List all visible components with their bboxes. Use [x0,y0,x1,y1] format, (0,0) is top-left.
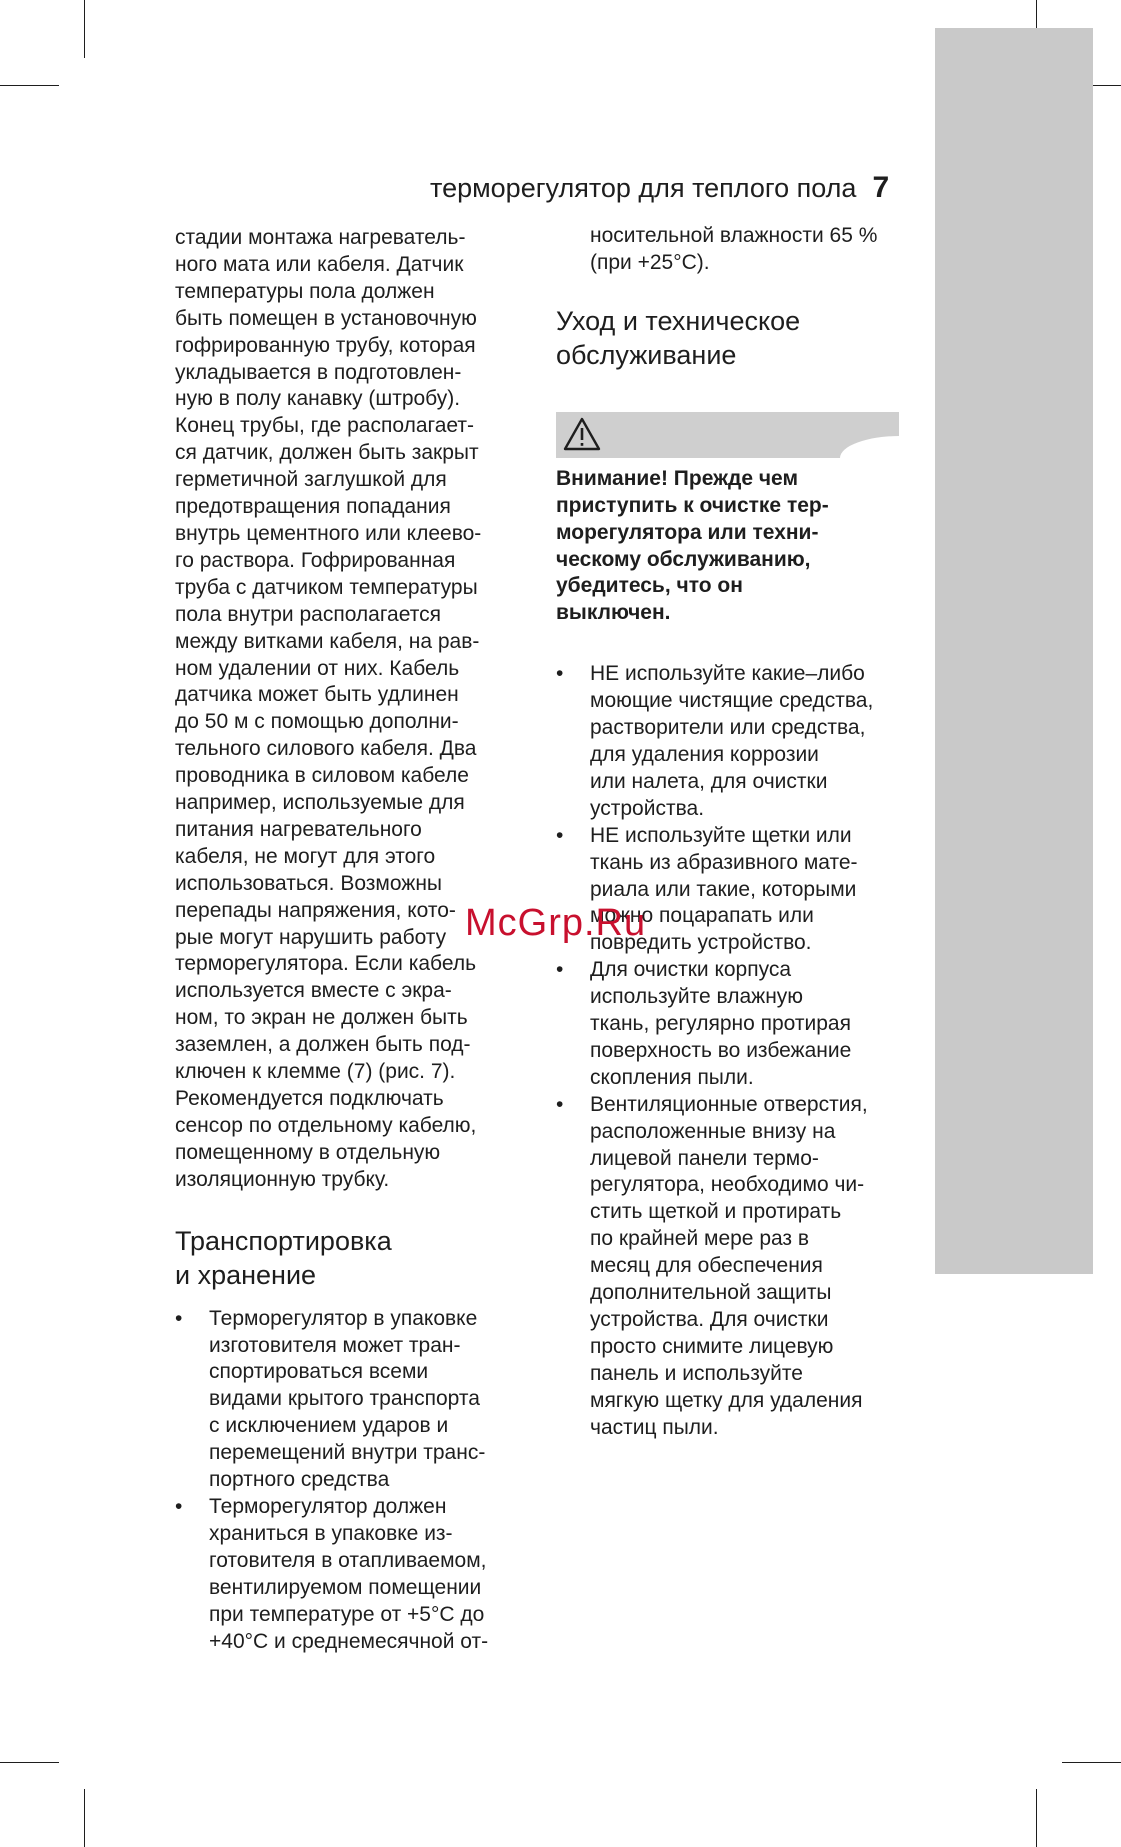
crop-mark [0,1762,59,1763]
warning-text: Внимание! Прежде чем приступить к очистке тер- морегулятора или техни- ческому обслуживанию, убедитесь, что он выключен. [556,466,829,625]
list-item-text: Вентиляционные отверстия, расположенные внизу на лицевой панели термо- регулятора, необходимо чи- стить щеткой и протирать по крайней мере раз в месяц для обеспечения дополнительной защиты устройства. Для очистки просто снимите лицевую панель и используйте мягкую щетку для удаления частиц пыли. [590,1092,868,1439]
bullet-icon: • [556,1092,564,1116]
list-item [175,1494,520,1655]
header-title: терморегулятор для теплого пола [430,173,857,203]
section-heading-transport: Транспортировка и хранение [175,1225,392,1290]
watermark: McGrp.Ru [465,902,647,944]
list-item-text: НЕ используйте щетки или ткань из абразивного мате- риала или такие, которыми можно поцарапать или повредить устройство. [590,823,858,955]
warning-bar [556,412,899,458]
crop-mark [1036,1789,1037,1847]
list-item [556,1092,901,1442]
section-heading-maintenance: Уход и техническое обслуживание [556,305,801,370]
bullet-list [175,1306,520,1656]
crop-mark [84,1789,85,1847]
bullet-list [556,661,901,1441]
list-item-text: НЕ используйте какие–либо моющие чистящие средства, растворители или средства, для удаления коррозии или налета, для очистки устройства. [590,662,874,820]
crop-mark [84,0,85,58]
warning-triangle-icon [562,416,602,452]
bullet-icon: • [556,958,564,982]
page-number: 7 [872,171,890,204]
right-column [556,223,901,1442]
list-item [175,1306,520,1494]
crop-mark [1062,1762,1121,1763]
bullet-icon: • [556,823,564,847]
page-header [430,170,910,206]
list-item-text: Терморегулятор должен храниться в упаковке из- готовителя в отапливаемом, вентилируемом помещении при температуре от +5°С до +40°С и среднемесячной от- [209,1494,489,1653]
bullet-icon: • [556,662,564,686]
list-item [556,957,901,1092]
list-item [556,661,901,822]
body-paragraph: стадии монтажа нагреватель- ного мата или кабеля. Датчик температуры пола должен быть помещен в установочную гофрированную трубу, которая укладывается в подготовлен- ную в полу канавку (штробу). Конец трубы, где располагает- ся датчик, должен быть закрыт герметичной заглушкой для предотвращения попадания внутрь цементного или клеево- го раствора. Гофрированная труба с датчиком температуры пола внутри располагается между витками кабеля, на рав- ном удалении от них. Кабель датчика может быть удлинен до 50 м с помощью дополни- тельного силового кабеля. Два проводника в силовом кабеле например, используемые для питания нагревательного кабеля, не могут для этого использоваться. Возможны перепады напряжения, кото- рые могут нарушить работу терморегулятора. Если кабель используется вместе с экра- ном, то экран не должен быть заземлен, а должен быть под- ключен к клемме (7) (рис. 7). Рекомендуется подключать сенсор по отдельному кабелю, помещенному в отдельную изоляционную трубку. [175,226,482,1191]
list-item-text: Для очистки корпуса используйте влажную ткань, регулярно протирая поверхность во избежание скопления пыли. [590,958,852,1089]
side-thumb-tab [935,28,1093,1274]
body-paragraph: носительной влажности 65 % (при +25°С). [590,224,878,274]
list-item-text: Терморегулятор в упаковке изготовителя может тран- спортироваться всеми видами крытого транспорта с исключением ударов и перемещений внутри транс- портного средства [209,1306,486,1492]
crop-mark [0,85,59,86]
bullet-icon: • [175,1494,183,1518]
bullet-icon: • [175,1306,183,1330]
